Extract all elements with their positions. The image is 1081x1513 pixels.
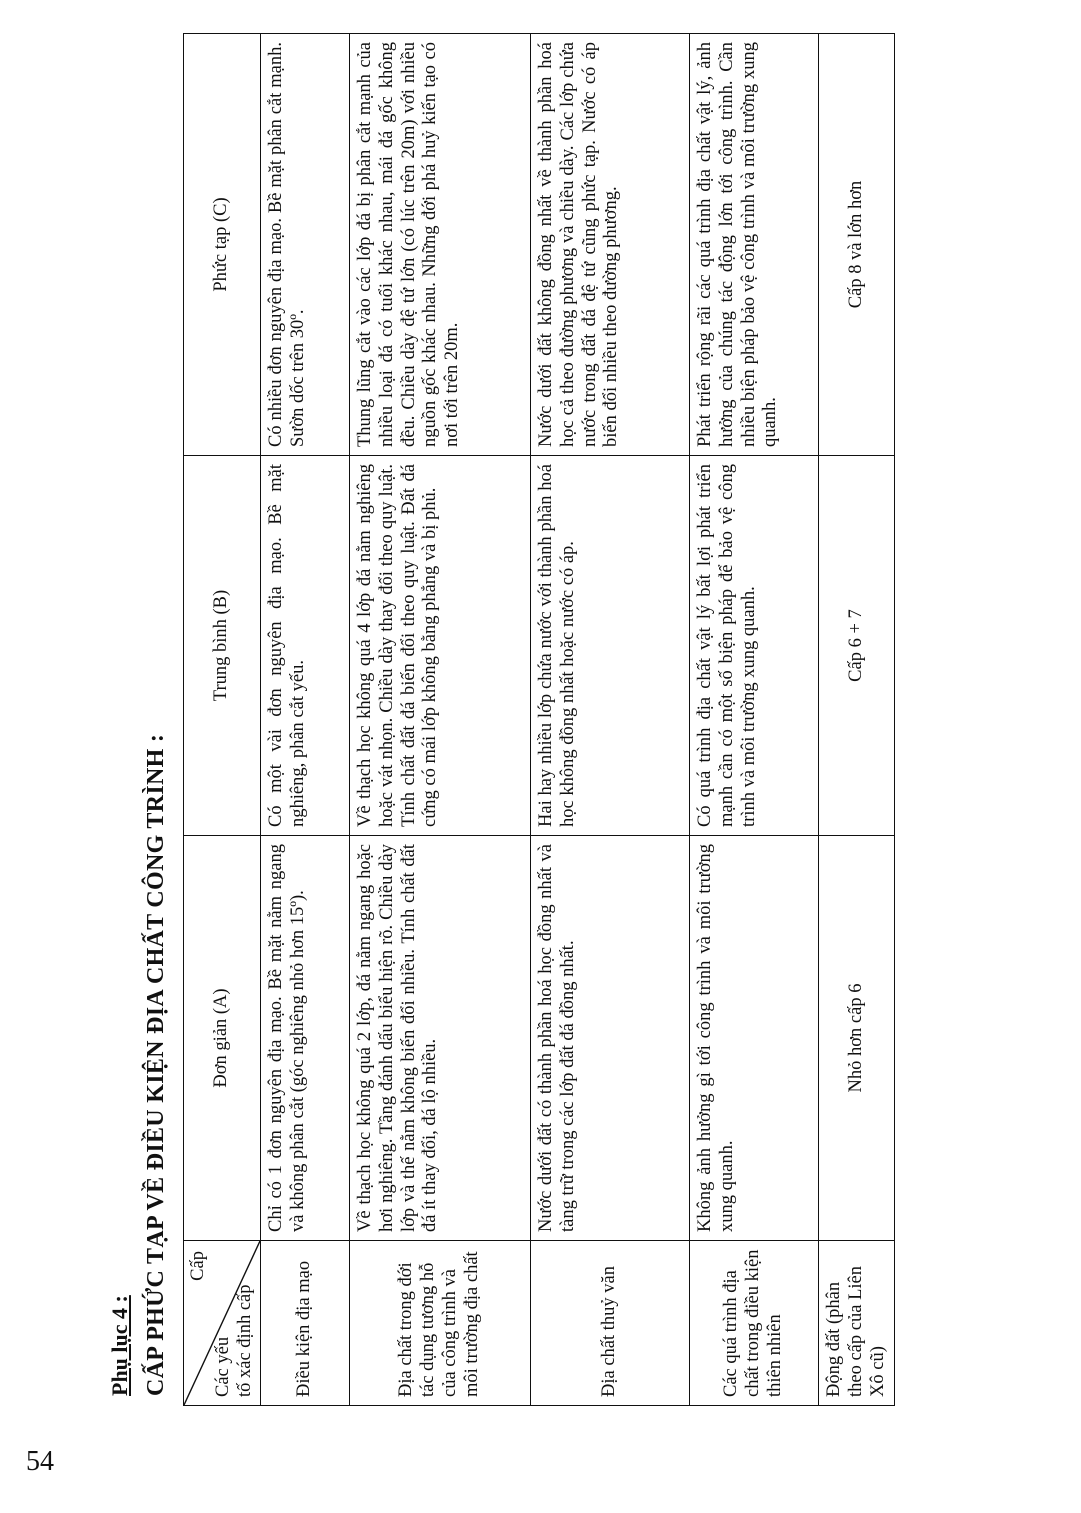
- table-row: [690, 34, 819, 1406]
- corner-bottom-line2: tố xác định cấp: [234, 1284, 255, 1397]
- cell-b: Về thạch học không quá 4 lớp đá nằm nghiêng hoặc vát nhọn. Chiều dày thay đổi theo quy luật. Tính chất đất đá biến đổi theo quy luật. Đất đá cứng có mái lớp không bằng phẳng và bị phủ.: [350, 456, 531, 836]
- corner-cell: [184, 1241, 261, 1406]
- row-factor: Địa chất trong đới tác dụng tương hỗ của công trình và môi trường địa chất: [350, 1241, 531, 1406]
- cell-a: Nước dưới đất có thành phần hoá học đồng nhất và tàng trữ trong các lớp đất đá đồng nhất.: [531, 836, 690, 1241]
- cell-c: Có nhiều đơn nguyên địa mạo. Bề mặt phân cắt mạnh. Sườn dốc trên 30º.: [261, 34, 350, 456]
- cell-c: Nước dưới đất không đồng nhất về thành phần hoá học cả theo đường phương và chiều dày. Các lớp chứa nước trong đất đá đệ tứ cũng phức tạp. Nước có áp biến đổi nhiều theo đường phương.: [531, 34, 690, 456]
- geology-complexity-table: [183, 33, 895, 1406]
- rotated-page-content: [105, 34, 935, 1406]
- table-row: [350, 34, 531, 1406]
- cell-b: Hai hay nhiều lớp chứa nước với thành phần hoá học không đồng nhất hoặc nước có áp.: [531, 456, 690, 836]
- cell-c: Phát triển rộng rãi các quá trình địa chất vật lý, ảnh hưởng của chúng tác động lớn tới công trình. Cần nhiều biện pháp bảo vệ công trình và môi trường xung quanh.: [690, 34, 819, 456]
- cell-c: Thung lũng cắt vào các lớp đá bị phân cắt mạnh của nhiều loại đá có tuổi khác nhau, mái đá gốc không đều. Chiều dày đệ tứ lớn (có lúc trên 20m) với nhiều nguồn gốc khác nhau. Những đới phá huỷ kiến tạo có nơi tới trên 20m.: [350, 34, 531, 456]
- table-header-row: [184, 34, 261, 1406]
- appendix-label: Phụ lục 4 :: [107, 1295, 132, 1396]
- column-header-a: Đơn giản (A): [184, 836, 261, 1241]
- corner-top-label: Cấp: [188, 1251, 208, 1281]
- column-header-c: Phức tạp (C): [184, 34, 261, 456]
- cell-a: Không ảnh hưởng gì tới công trình và môi trường xung quanh.: [690, 836, 819, 1241]
- cell-a: Về thạch học không quá 2 lớp, đá nằm ngang hoặc hơi nghiêng. Tầng đánh dấu biểu hiện rõ. Chiều dày lớp và thế nằm không biến đổi nhiều. Tính chất đất đá ít thay đổi, đá lộ nhiều.: [350, 836, 531, 1241]
- row-factor: Điều kiện địa mạo: [261, 1241, 350, 1406]
- table-row: [261, 34, 350, 1406]
- page-title: CẤP PHỨC TẠP VỀ ĐIỀU KIỆN ĐỊA CHẤT CÔNG TRÌNH :: [143, 733, 169, 1396]
- page-number: 54: [26, 1446, 54, 1477]
- row-factor: Địa chất thuỷ văn: [531, 1241, 690, 1406]
- cell-b: Cấp 6 + 7: [819, 456, 895, 836]
- cell-b: Có một vài đơn nguyên địa mạo. Bề mặt nghiêng, phân cắt yếu.: [261, 456, 350, 836]
- column-header-b: Trung bình (B): [184, 456, 261, 836]
- corner-bottom-label: [213, 1285, 256, 1398]
- table-row: [819, 34, 895, 1406]
- cell-a: Chỉ có 1 đơn nguyên địa mạo. Bề mặt nằm ngang và không phân cắt (góc nghiêng nhỏ hơn 15º).: [261, 836, 350, 1241]
- cell-b: Có quá trình địa chất vật lý bất lợi phát triển mạnh cần có một số biện pháp để bảo vệ công trình và môi trường xung quanh.: [690, 456, 819, 836]
- cell-a: Nhỏ hơn cấp 6: [819, 836, 895, 1241]
- table-row: [531, 34, 690, 1406]
- row-factor: Động đất (phân theo cấp của Liên Xô cũ): [819, 1241, 895, 1406]
- corner-bottom-line1: Các yếu: [213, 1336, 234, 1397]
- cell-c: Cấp 8 và lớn hơn: [819, 34, 895, 456]
- row-factor: Các quá trình địa chất trong điều kiện thiên nhiên: [690, 1241, 819, 1406]
